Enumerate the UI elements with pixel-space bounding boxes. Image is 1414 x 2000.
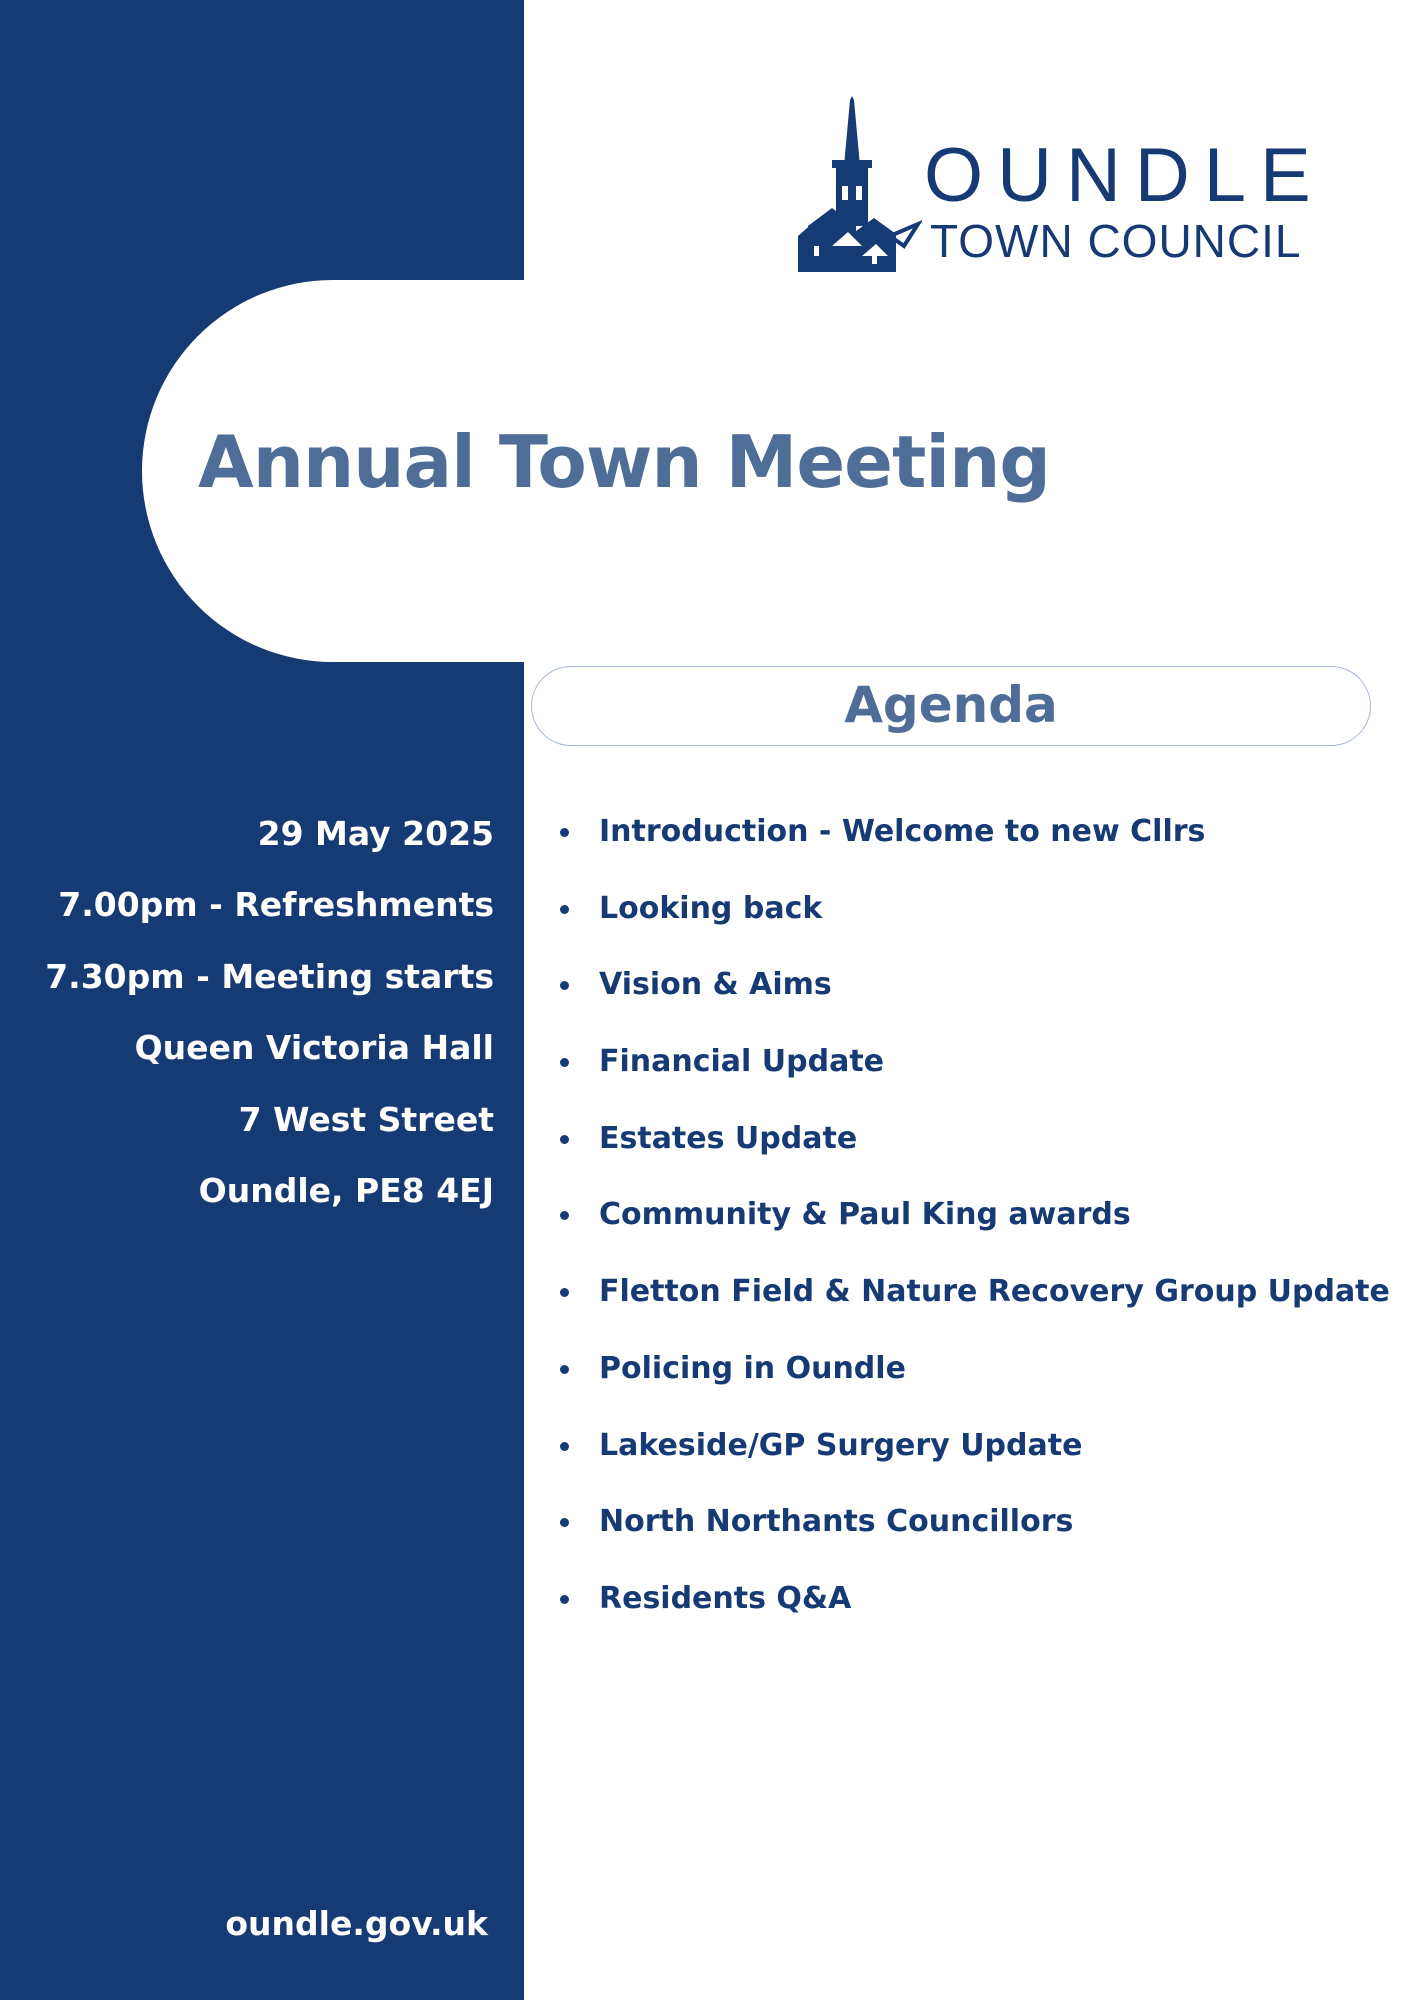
meeting-date: 29 May 2025 [257,814,494,853]
agenda-heading: Agenda [844,676,1058,734]
refreshments-time: 7.00pm - Refreshments [58,885,494,925]
venue-town-postcode: Oundle, PE8 4EJ [198,1170,494,1210]
agenda-item [560,808,1390,885]
meeting-details [45,810,494,1238]
agenda-item-label: Residents Q&A [599,1580,852,1616]
agenda-item-label: Vision & Aims [599,967,832,1003]
agenda-item [560,1575,1390,1652]
bullet-icon [560,1288,569,1297]
page-title: Annual Town Meeting [198,420,1050,504]
venue-name: Queen Victoria Hall [134,1028,494,1068]
agenda-item [560,1191,1390,1268]
brand-name: OUNDLE [924,133,1325,218]
agenda-item [560,1498,1390,1575]
church-spire-icon [792,96,922,276]
bullet-icon [560,1442,569,1451]
agenda-list [560,808,1390,1652]
agenda-item-label: Financial Update [599,1044,885,1080]
bullet-icon [560,1518,569,1527]
bullet-icon [560,828,569,837]
website-link[interactable]: oundle.gov.uk [225,1904,488,1943]
agenda-item-label: North Northants Councillors [599,1504,1074,1540]
agenda-item [560,1268,1390,1345]
meeting-start-time: 7.30pm - Meeting starts [45,956,494,996]
agenda-item-label: Lakeside/GP Surgery Update [599,1427,1083,1463]
agenda-item [560,1422,1390,1499]
agenda-item [560,1115,1390,1192]
agenda-item-label: Fletton Field & Nature Recovery Group Update [599,1274,1390,1310]
agenda-item [560,1038,1390,1115]
bullet-icon [560,981,569,990]
brand-subtitle: TOWN COUNCIL [930,215,1302,267]
venue-street: 7 West Street [238,1099,494,1139]
agenda-item [560,1345,1390,1422]
agenda-item [560,885,1390,962]
agenda-item-label: Policing in Oundle [599,1350,906,1386]
agenda-item-label: Introduction - Welcome to new Cllrs [599,814,1206,849]
bullet-icon [560,1135,569,1144]
agenda-item-label: Community & Paul King awards [599,1197,1131,1233]
bullet-icon [560,1058,569,1067]
bullet-icon [560,1211,569,1220]
bullet-icon [560,905,569,914]
agenda-item-label: Estates Update [599,1120,858,1156]
agenda-item [560,961,1390,1038]
agenda-heading-box [531,666,1371,746]
council-logo [792,96,1332,276]
bullet-icon [560,1365,569,1374]
bullet-icon [560,1595,569,1604]
agenda-item-label: Looking back [599,890,823,926]
